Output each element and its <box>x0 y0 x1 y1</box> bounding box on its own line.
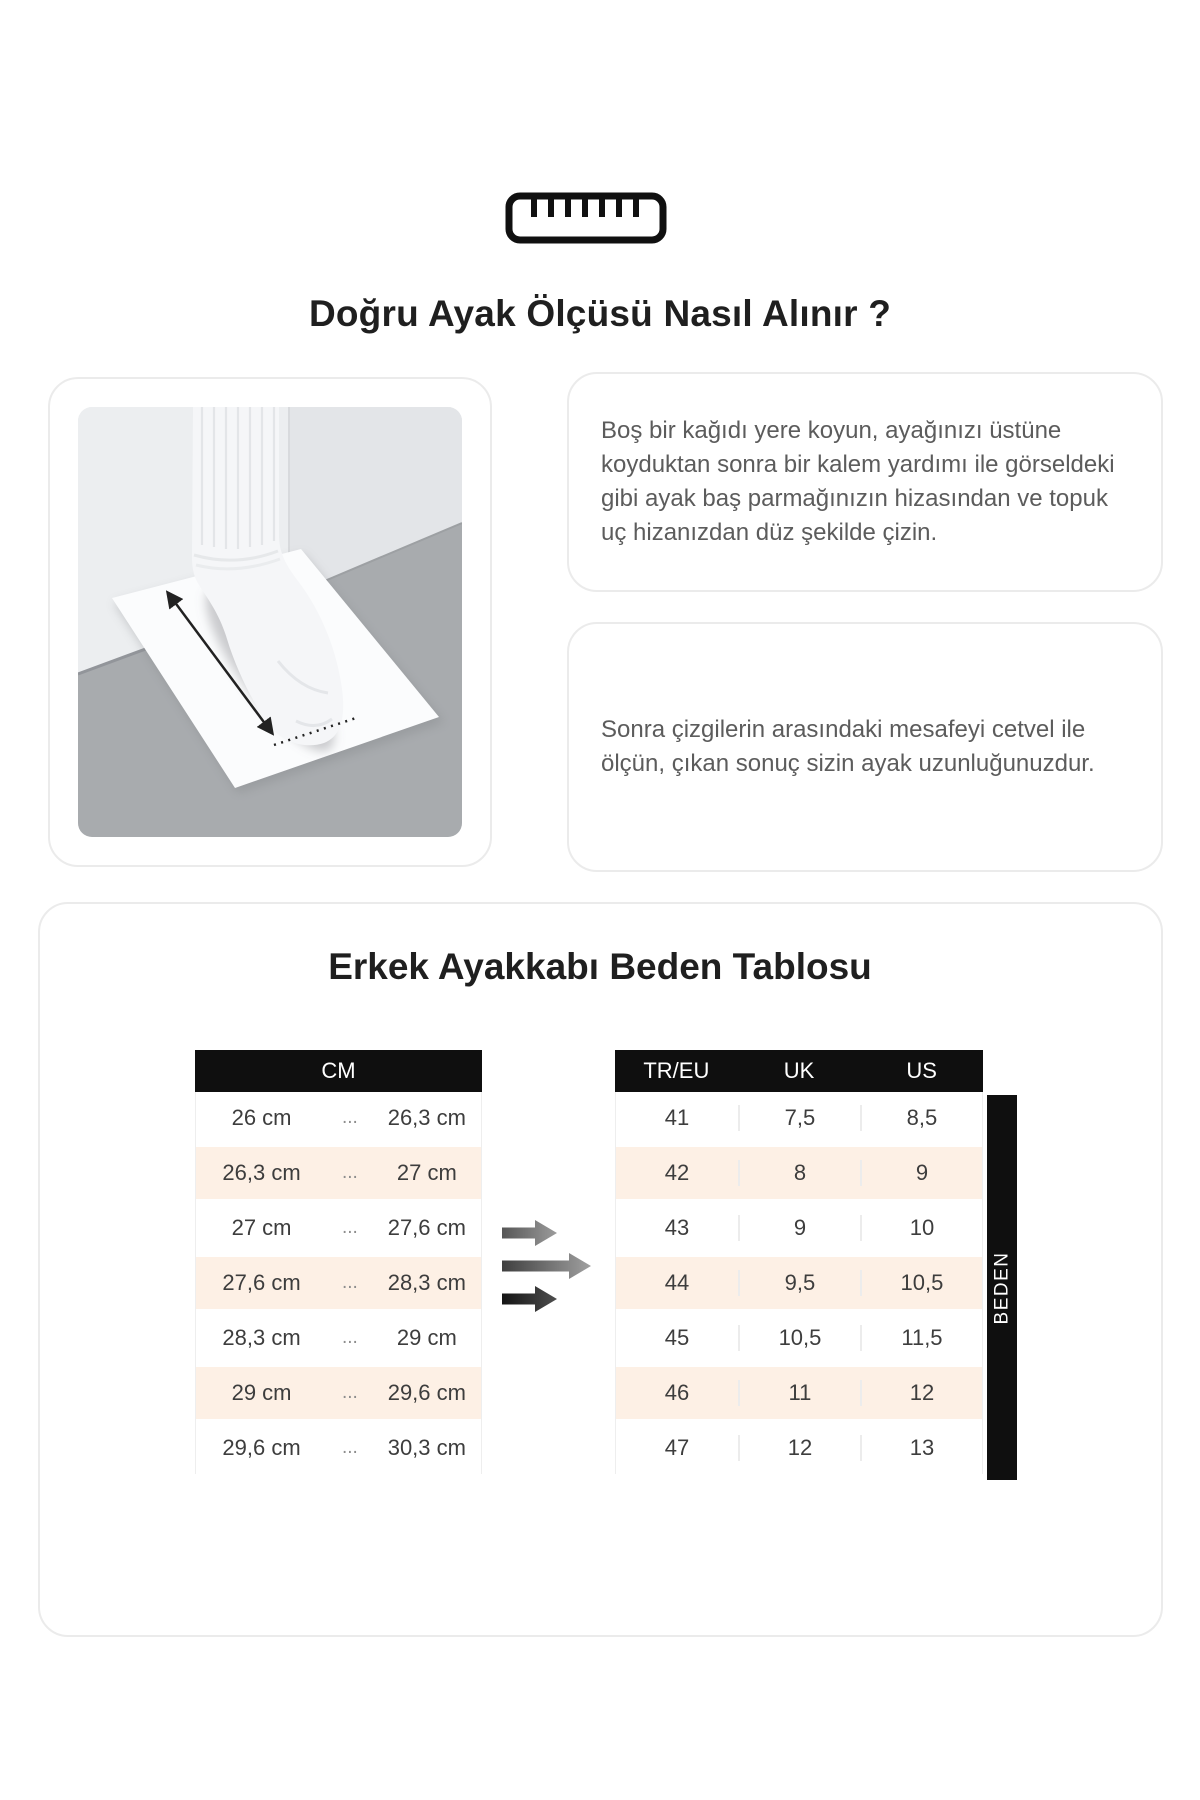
table-cell: 26,3 cm <box>387 1105 466 1130</box>
table-cell: 10 <box>860 1215 982 1241</box>
table-row <box>616 1202 982 1254</box>
table-cell: 9 <box>860 1160 982 1186</box>
table-cell: 8 <box>738 1160 860 1186</box>
table-cell: ... <box>341 1162 358 1183</box>
table-cell: 45 <box>664 1325 690 1350</box>
table-cell: 7,5 <box>738 1105 860 1131</box>
table-cell: 10,5 <box>860 1270 982 1296</box>
table-row <box>616 1422 982 1474</box>
table-cell: 29 cm <box>231 1380 292 1405</box>
table-row <box>616 1257 982 1309</box>
instruction-step-1-text: Boş bir kağıdı yere koyun, ayağınızı üstüne koyduktan sonra bir kalem yardımı ile görseldeki gibi ayak baş parmağınızın hizasından ve topuk uç hizanızdan düz şekilde çizin. <box>601 417 1115 546</box>
table-row <box>196 1422 481 1474</box>
table-cell: 12 <box>738 1435 860 1461</box>
size-header-us: US <box>906 1058 937 1083</box>
cm-table-header <box>195 1050 482 1092</box>
foot-measure-photo <box>78 407 462 837</box>
table-row <box>616 1092 982 1144</box>
instruction-step-2-card <box>567 622 1163 872</box>
table-cell: 27,6 cm <box>387 1215 466 1240</box>
cm-table-body <box>195 1092 482 1474</box>
table-row <box>196 1257 481 1309</box>
page-title: Doğru Ayak Ölçüsü Nasıl Alınır ? <box>308 293 892 334</box>
table-cell: ... <box>341 1382 358 1403</box>
table-cell: 11 <box>738 1380 860 1406</box>
size-table <box>615 1050 983 1477</box>
table-row <box>196 1312 481 1364</box>
table-row <box>196 1367 481 1419</box>
table-cell: 30,3 cm <box>387 1435 466 1460</box>
beden-side-bar <box>987 1095 1017 1480</box>
table-cell: 10,5 <box>738 1325 860 1351</box>
size-table-body <box>615 1092 983 1474</box>
table-cell: 26,3 cm <box>222 1160 301 1185</box>
table-cell: 44 <box>664 1270 690 1295</box>
instruction-step-1-card <box>567 372 1163 592</box>
size-table-header <box>615 1050 983 1092</box>
table-cell: 13 <box>860 1435 982 1461</box>
table-cell: 27 cm <box>231 1215 292 1240</box>
transfer-arrows-icon <box>500 1220 604 1312</box>
table-cell: ... <box>341 1107 358 1128</box>
cm-table <box>195 1050 482 1477</box>
table-cell: 47 <box>664 1435 690 1460</box>
table-cell: 9 <box>738 1215 860 1241</box>
table-cell: 8,5 <box>860 1105 982 1131</box>
table-row <box>196 1092 481 1144</box>
table-cell: 28,3 cm <box>222 1325 301 1350</box>
table-cell: ... <box>341 1272 358 1293</box>
table-row <box>616 1312 982 1364</box>
table-cell: 26 cm <box>231 1105 292 1130</box>
table-cell: 27 cm <box>396 1160 457 1185</box>
table-cell: ... <box>341 1327 358 1348</box>
table-cell: 28,3 cm <box>387 1270 466 1295</box>
table-cell: 46 <box>664 1380 690 1405</box>
instruction-step-2-text: Sonra çizgilerin arasındaki mesafeyi cetvel ile ölçün, çıkan sonuç sizin ayak uzunluğunuzdur. <box>601 716 1095 777</box>
foot-measure-illustration <box>78 407 462 837</box>
table-cell: 27,6 cm <box>222 1270 301 1295</box>
table-row <box>616 1147 982 1199</box>
measure-photo-card <box>48 377 492 867</box>
beden-label: BEDEN <box>991 1251 1012 1324</box>
table-cell: 29,6 cm <box>387 1380 466 1405</box>
table-row <box>196 1202 481 1254</box>
table-cell: ... <box>341 1217 358 1238</box>
table-row <box>616 1367 982 1419</box>
table-cell: 43 <box>664 1215 690 1240</box>
table-cell: 29,6 cm <box>222 1435 301 1460</box>
cm-header-label: CM <box>321 1058 356 1083</box>
table-cell: 11,5 <box>860 1325 982 1351</box>
size-chart-heading: Erkek Ayakkabı Beden Tablosu <box>328 946 872 987</box>
size-header-uk: UK <box>783 1058 815 1083</box>
table-cell: 12 <box>860 1380 982 1406</box>
table-cell: 42 <box>664 1160 690 1185</box>
table-cell: 41 <box>664 1105 690 1130</box>
table-cell: ... <box>341 1437 358 1458</box>
table-cell: 29 cm <box>396 1325 457 1350</box>
table-cell: 9,5 <box>738 1270 860 1296</box>
size-header-treu: TR/EU <box>643 1058 710 1083</box>
ruler-icon <box>505 191 667 245</box>
table-row <box>196 1147 481 1199</box>
